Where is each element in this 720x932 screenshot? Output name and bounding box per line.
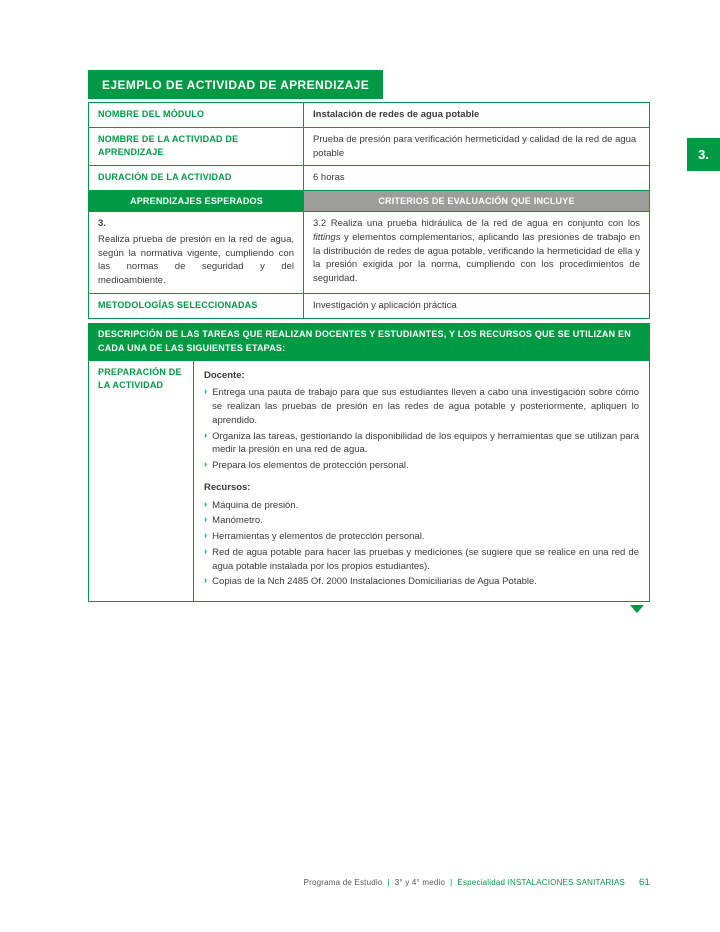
chevron-bullet-icon: › (204, 545, 208, 557)
chevron-bullet-icon: › (204, 386, 208, 398)
chevron-bullet-icon: › (204, 530, 208, 542)
list-item-text: Máquina de presión. (212, 499, 299, 511)
list-item-text: Prepara los elementos de protección personal. (212, 460, 409, 472)
footer-grade: 3° y 4° medio (394, 878, 446, 887)
methodology-value: Investigación y aplicación práctica (313, 299, 457, 311)
expected-header: APRENDIZAJES ESPERADOS (89, 191, 304, 211)
chevron-bullet-icon: › (204, 575, 208, 587)
list-item-text: Red de agua potable para hacer las pruebas y mediciones (se sugiere que se realice en una red de agua potable instalada por los propios estudiantes). (212, 546, 639, 572)
methodology-label: METODOLOGÍAS SELECCIONADAS (89, 294, 304, 318)
list-item-text: Copias de la Nch 2485 Of. 2000 Instalaciones Domiciliarias de Agua Potable. (212, 576, 537, 588)
criteria-text-before: Realiza una prueba hidráulica de la red de agua en conjunto con los (326, 218, 640, 230)
duration-label: DURACIÓN DE LA ACTIVIDAD (89, 166, 304, 190)
chevron-bullet-icon: › (204, 459, 208, 471)
list-item (204, 386, 639, 427)
preparation-table (88, 361, 650, 603)
list-item (204, 430, 639, 458)
list-item (204, 575, 639, 589)
footer-separator: | (387, 878, 390, 887)
continuation-arrow-icon (630, 605, 644, 613)
chevron-bullet-icon: › (204, 498, 208, 510)
activity-name-label: NOMBRE DE LA ACTIVIDAD DE APRENDIZAJE (89, 128, 304, 166)
activity-card (88, 70, 650, 613)
module-label: NOMBRE DEL MÓDULO (89, 103, 304, 127)
activity-title-bar: EJEMPLO DE ACTIVIDAD DE APRENDIZAJE (88, 70, 383, 99)
criteria-header-row (89, 191, 649, 212)
page-footer (0, 877, 650, 888)
criteria-text-italic: fittings (313, 231, 341, 243)
list-item-text: Manómetro. (212, 515, 263, 527)
expected-text: Realiza prueba de presión en la red de agua, según la normativa vigente, cumpliendo con las normas de seguridad y del medioambiente. (98, 233, 294, 287)
expected-number: 3. (98, 218, 106, 230)
list-item (204, 459, 639, 473)
activity-name-value: Prueba de presión para verificación hermeticidad y calidad de la red de agua potable (313, 133, 637, 159)
activity-table (88, 102, 650, 319)
footer-specialty: Especialidad INSTALACIONES SANITARIAS (457, 878, 626, 887)
duration-row (89, 166, 649, 191)
criteria-number: 3.2 (313, 218, 327, 230)
expected-cell (89, 212, 304, 293)
criteria-header: CRITERIOS DE EVALUACIÓN QUE INCLUYE (304, 191, 649, 211)
footer-program: Programa de Estudio (303, 878, 383, 887)
page-number: 61 (639, 877, 650, 888)
methodology-row (89, 294, 649, 318)
activity-name-row (89, 128, 649, 167)
list-item-text: Herramientas y elementos de protección personal. (212, 531, 425, 543)
list-item (204, 530, 639, 544)
module-row (89, 103, 649, 128)
chevron-bullet-icon: › (204, 514, 208, 526)
continuation-arrow-container (88, 602, 650, 613)
criteria-text-after: y elementos complementarios, aplicando las presiones de trabajo en la distribución de redes de agua potable, verificando la hermeticidad de ella y la presión exigida por la norma, cumpliendo con los procedimientos de seguridad. (313, 231, 640, 285)
list-item (204, 499, 639, 513)
description-bar: DESCRIPCIÓN DE LAS TAREAS QUE REALIZAN DOCENTES Y ESTUDIANTES, Y LOS RECURSOS QUE SE UTILIZAN EN CADA UNA DE LAS SIGUIENTES ETAPAS: (88, 323, 650, 361)
chapter-tab-label: 3. (698, 147, 709, 162)
expected-criteria-row (89, 212, 649, 294)
footer-separator: | (450, 878, 453, 887)
preparation-row (89, 361, 649, 602)
list-item-text: Entrega una pauta de trabajo para que sus estudiantes lleven a cabo una investigación sobre cómo se realizan las pruebas de presión en las redes de agua potable y posteriormente, apliquen lo aprendido. (212, 387, 639, 426)
duration-value: 6 horas (313, 172, 345, 184)
list-item (204, 546, 639, 574)
docente-heading: Docente: (204, 369, 245, 381)
preparation-label: PREPARACIÓN DE LA ACTIVIDAD (89, 361, 194, 602)
list-item-text: Organiza las tareas, gestionando la disponibilidad de los equipos y herramientas que se utilizan para medir la presión en una red de agua. (212, 430, 639, 456)
chevron-bullet-icon: › (204, 429, 208, 441)
criteria-cell (304, 212, 649, 293)
module-value: Instalación de redes de agua potable (313, 109, 480, 120)
preparation-body (194, 361, 649, 602)
recursos-heading: Recursos: (204, 481, 251, 493)
chapter-tab (687, 138, 720, 171)
list-item (204, 514, 639, 528)
